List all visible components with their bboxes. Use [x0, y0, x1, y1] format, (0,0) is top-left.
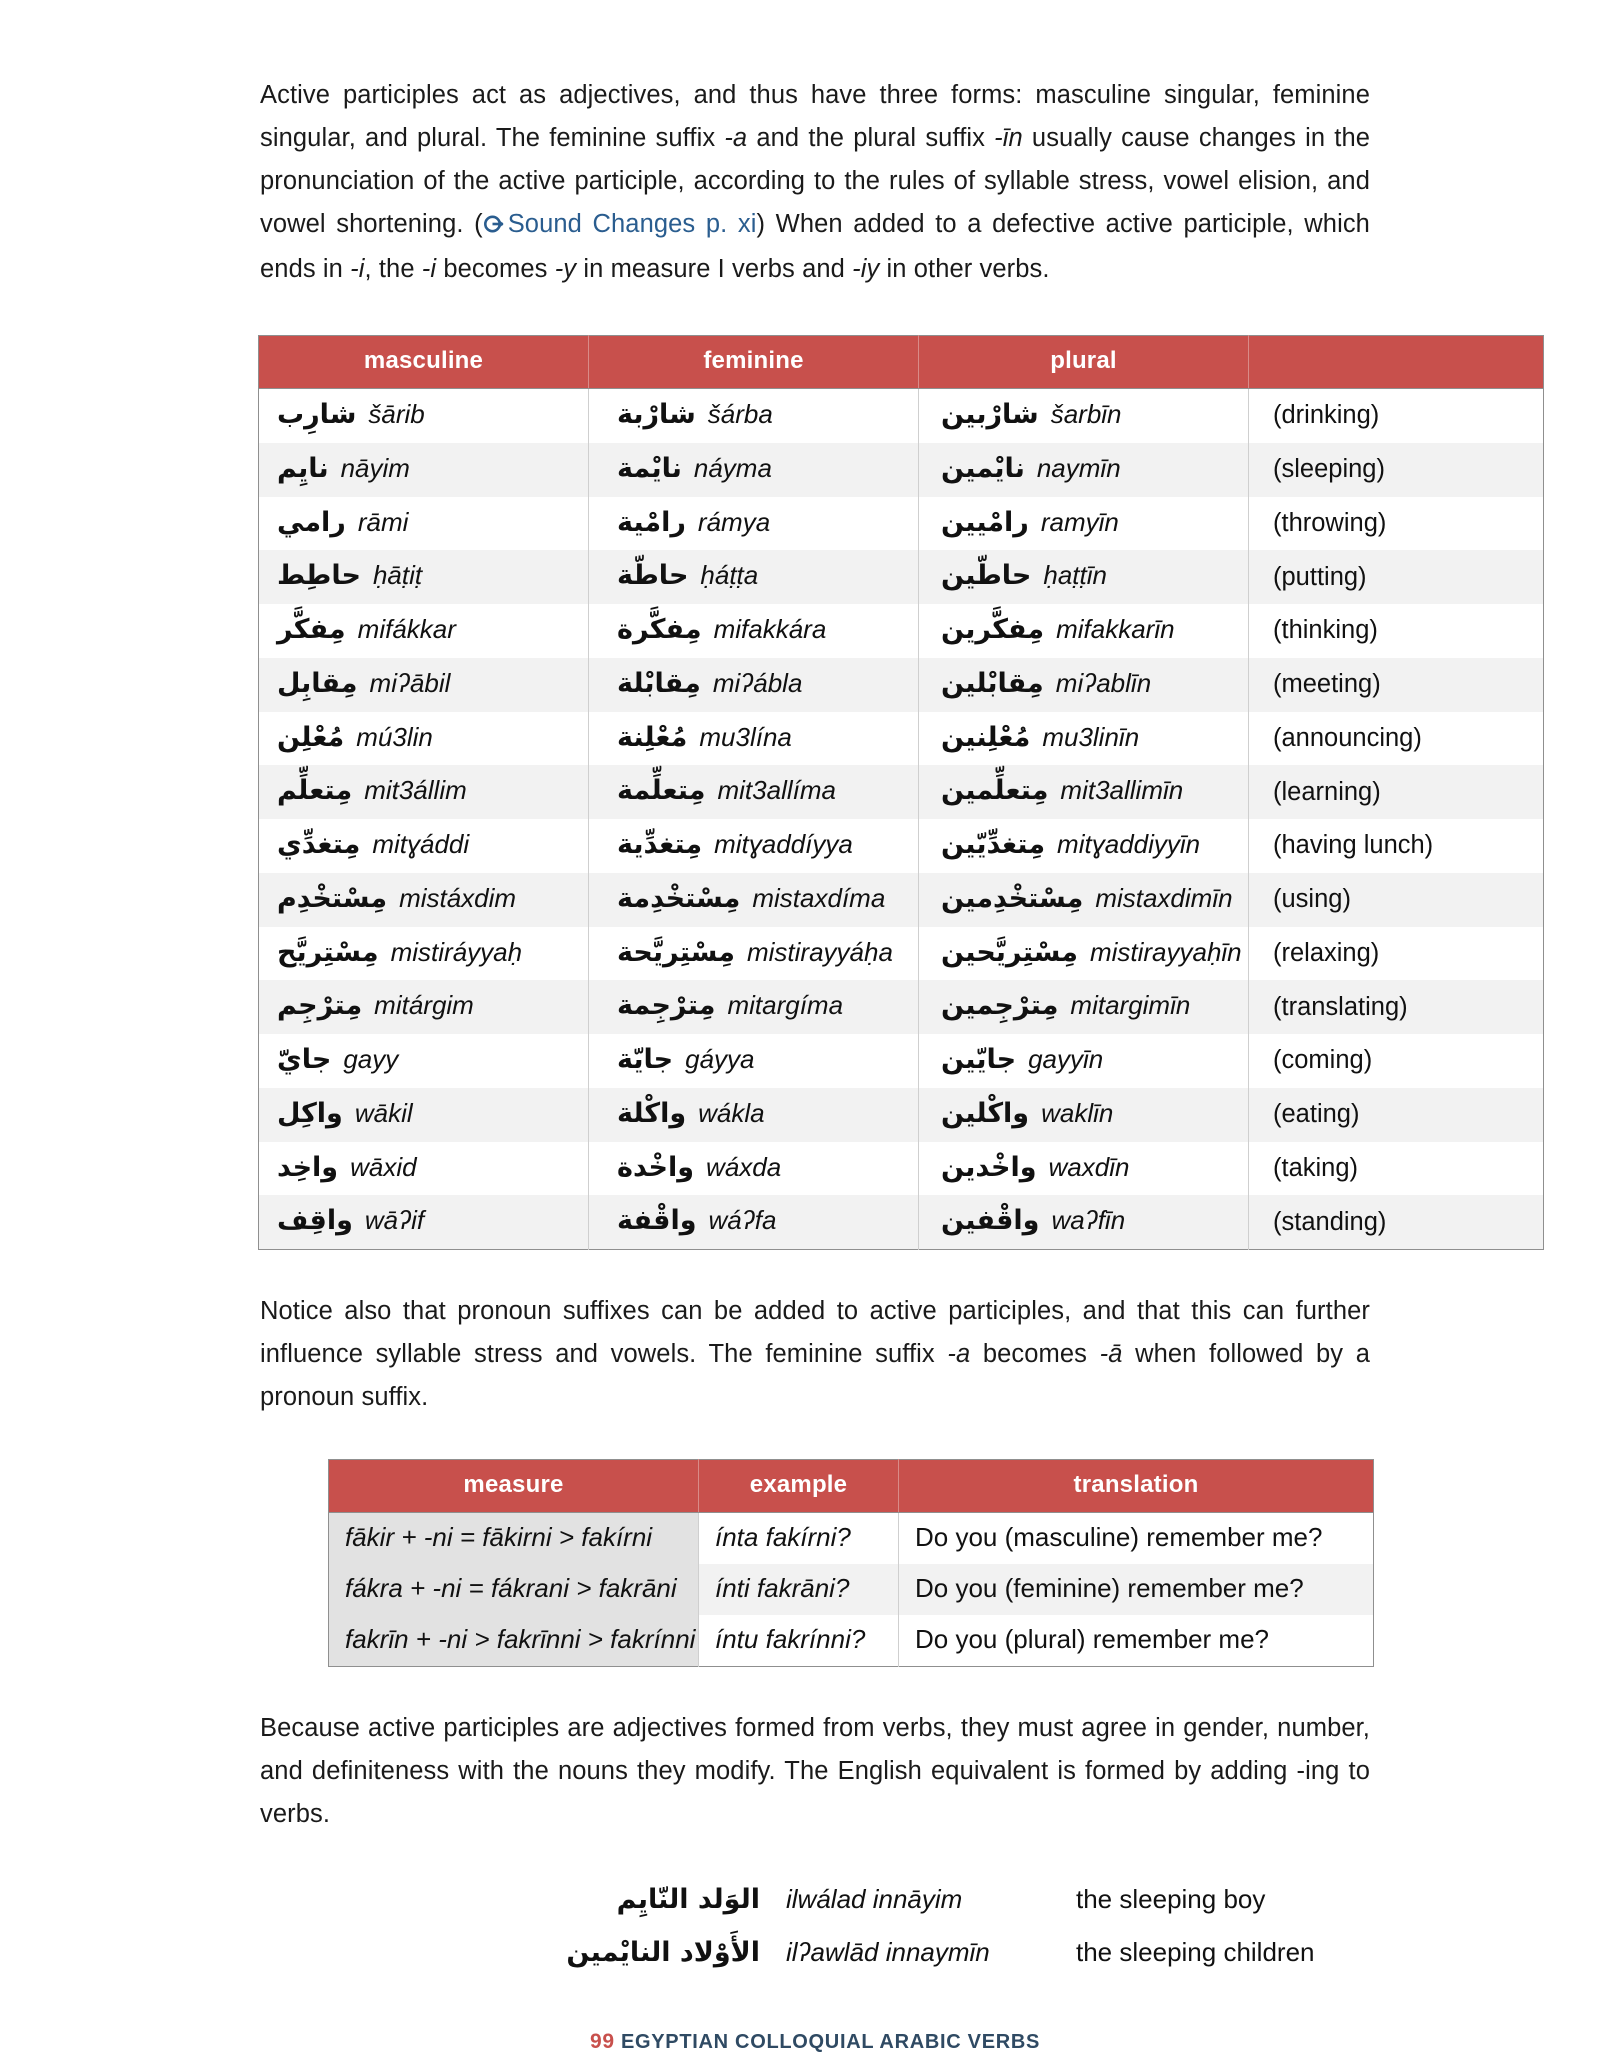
masculine-transliteration: nāyim: [340, 452, 410, 483]
gloss-text: (meeting): [1273, 670, 1381, 699]
table-cell: [589, 604, 919, 658]
table-cell: [589, 658, 919, 712]
feminine-arabic: مِسْتخْدِمة: [617, 882, 741, 914]
feminine-arabic: جايّة: [617, 1044, 674, 1075]
masculine-arabic: رامي: [277, 506, 346, 538]
masculine-arabic: مِتعلِّم: [277, 775, 353, 807]
middle-suffix-aa: -ā: [1099, 1340, 1123, 1368]
feminine-arabic: مِقابْلة: [617, 667, 701, 699]
column-header-translation: translation: [899, 1460, 1374, 1513]
intro-text-2: and the plural suffix: [747, 124, 995, 152]
gloss-text: (announcing): [1273, 723, 1422, 752]
intro-plural-suffix: -īn: [994, 124, 1023, 152]
masculine-arabic: حاطِط: [277, 560, 361, 592]
table-cell: [589, 550, 919, 604]
masculine-transliteration: mitárgim: [374, 990, 474, 1021]
suffix-table-header-row: [329, 1460, 1374, 1513]
column-header-feminine: feminine: [589, 336, 919, 389]
gloss-cell: [1249, 873, 1544, 927]
masculine-transliteration: wāxid: [350, 1151, 417, 1182]
participle-table: [258, 335, 1544, 1250]
table-row: [259, 658, 1544, 712]
plural-transliteration: mistirayyaḥīn: [1089, 936, 1242, 967]
gloss-cell: [1249, 1195, 1544, 1249]
gloss-cell: [1249, 980, 1544, 1034]
footer-book-title-text: EGYPTIAN COLLOQUIAL ARABIC VERBS: [620, 2031, 1041, 2053]
plural-arabic: مِترْجِمين: [941, 990, 1059, 1022]
table-cell: [259, 712, 589, 766]
participle-table-header-row: [259, 336, 1544, 389]
participle-table-wrapper: [260, 335, 1434, 1250]
column-header-masculine: masculine: [259, 336, 589, 389]
feminine-transliteration: miʔábla: [712, 667, 803, 698]
example-english: the sleeping children: [1076, 1937, 1315, 1967]
gloss-text: (using): [1273, 885, 1351, 914]
feminine-transliteration: mifakkára: [713, 614, 827, 644]
closing-paragraph: Because active participles are adjectives formed from verbs, they must agree in gender, number, and definiteness with the nouns they modify. The English equivalent is formed by adding -ing to verbs.: [260, 1714, 1370, 1828]
table-cell: [589, 443, 919, 497]
feminine-arabic: واقْفة: [617, 1205, 697, 1237]
masculine-arabic: مُعْلِن: [277, 721, 345, 753]
plural-transliteration: mit3allimīn: [1060, 775, 1184, 806]
plural-transliteration: gayyīn: [1028, 1044, 1104, 1074]
gloss-cell: [1249, 1088, 1544, 1142]
feminine-transliteration: ḥáṭṭa: [700, 560, 759, 591]
middle-suffix-a: -a: [947, 1340, 971, 1368]
feminine-arabic: مُعْلِنة: [617, 721, 688, 753]
example-row: [560, 1937, 1370, 1968]
suffix-table-wrapper: [260, 1459, 1370, 1667]
table-cell: [589, 980, 919, 1034]
intro-becomes-i: -i: [421, 255, 437, 283]
masculine-transliteration: mú3lin: [356, 721, 433, 752]
intro-text-8: in other verbs.: [879, 255, 1050, 283]
plural-arabic: مِتغدِّيّين: [941, 829, 1046, 860]
plural-transliteration: mistaxdimīn: [1095, 882, 1233, 913]
plural-transliteration: mitargimīn: [1070, 990, 1191, 1021]
masculine-transliteration: mistiráyyaḥ: [390, 936, 523, 967]
intro-becomes-y: -y: [554, 255, 577, 283]
table-cell: [259, 1142, 589, 1196]
table-row: [329, 1564, 1374, 1615]
gloss-text: (taking): [1273, 1153, 1359, 1182]
middle-text-3: when followed by a pronoun suffix.: [260, 1340, 1370, 1411]
table-row: [259, 389, 1544, 443]
measure-cell: fakrīn + -ni > fakrīnni > fakrínni: [329, 1615, 699, 1667]
table-row: [259, 550, 1544, 604]
feminine-arabic: حاطّة: [617, 560, 689, 592]
intro-defective-i: -i: [350, 255, 365, 283]
intro-text-6: becomes: [436, 255, 555, 283]
table-cell: [259, 1088, 589, 1142]
masculine-transliteration: wāʔif: [364, 1205, 425, 1236]
feminine-transliteration: mistaxdíma: [752, 882, 886, 913]
plural-arabic: نايْمين: [941, 452, 1025, 484]
table-cell: [589, 712, 919, 766]
table-cell: [919, 443, 1249, 497]
masculine-arabic: مِتغدِّي: [277, 829, 361, 860]
arrow-loop-icon: [483, 205, 505, 248]
table-row: [259, 1195, 1544, 1249]
masculine-arabic: واكِل: [277, 1097, 343, 1129]
table-row: [259, 873, 1544, 927]
feminine-arabic: نايْمة: [617, 452, 682, 484]
plural-transliteration: waklīn: [1041, 1097, 1114, 1128]
table-row: [259, 1034, 1544, 1088]
table-cell: [259, 550, 589, 604]
feminine-transliteration: náyma: [693, 452, 772, 483]
masculine-arabic: واخِد: [277, 1151, 339, 1183]
gloss-text: (learning): [1273, 777, 1381, 806]
gloss-cell: [1249, 604, 1544, 658]
sound-changes-crossref-link[interactable]: [483, 210, 757, 238]
table-row: [259, 927, 1544, 981]
gloss-cell: [1249, 927, 1544, 981]
gloss-text: (drinking): [1273, 401, 1380, 430]
translation-cell: Do you (plural) remember me?: [899, 1615, 1374, 1667]
feminine-transliteration: mitargíma: [727, 990, 844, 1021]
table-cell: [259, 873, 589, 927]
plural-arabic: واقْفين: [941, 1205, 1040, 1237]
plural-transliteration: mu3linīn: [1042, 721, 1140, 752]
masculine-transliteration: ḥāṭiṭ: [372, 560, 423, 591]
plural-arabic: مِسْتِريَّحين: [941, 936, 1078, 968]
intro-feminine-suffix: -a: [724, 124, 748, 152]
table-cell: [259, 497, 589, 551]
masculine-transliteration: mit3állim: [364, 775, 467, 806]
feminine-transliteration: mistirayyáḥa: [746, 936, 893, 967]
masculine-arabic: مِسْتِريَّح: [277, 936, 379, 968]
gloss-text: (having lunch): [1273, 831, 1434, 860]
plural-transliteration: waʔfīn: [1051, 1205, 1126, 1236]
feminine-transliteration: mitɣaddíyya: [714, 829, 853, 859]
feminine-arabic: مِفكَّرة: [617, 614, 702, 645]
table-cell: [259, 765, 589, 819]
table-row: [329, 1615, 1374, 1667]
feminine-arabic: واخْدة: [617, 1151, 695, 1183]
translation-cell: Do you (feminine) remember me?: [899, 1564, 1374, 1615]
middle-text-1: Notice also that pronoun suffixes can be added to active participles, and that this can further influence syllable stress and vowels. The feminine suffix: [260, 1297, 1370, 1368]
feminine-transliteration: šárba: [707, 399, 773, 429]
intro-paragraph: [260, 74, 1370, 291]
page-content: [105, 74, 1495, 2054]
plural-arabic: حاطّين: [941, 560, 1032, 592]
plural-transliteration: šarbīn: [1050, 399, 1122, 429]
table-cell: [259, 604, 589, 658]
example-arabic: الوَلد النّايِم: [616, 1884, 760, 1915]
feminine-arabic: شارْبة: [617, 399, 696, 430]
table-cell: [259, 927, 589, 981]
gloss-text: (translating): [1273, 992, 1408, 1021]
table-cell: [919, 497, 1249, 551]
example-cell: ínta fakírni?: [699, 1513, 899, 1565]
suffix-table-body: [329, 1513, 1374, 1667]
feminine-arabic: مِتغدِّية: [617, 829, 703, 860]
gloss-text: (throwing): [1273, 508, 1387, 537]
intro-text-1: Active participles act as adjectives, and thus have three forms: masculine singular, feminine singular, and plural. The feminine suffix: [260, 81, 1370, 152]
masculine-transliteration: mistáxdim: [399, 882, 517, 913]
table-cell: [259, 443, 589, 497]
feminine-transliteration: wáxda: [706, 1151, 782, 1182]
feminine-transliteration: rámya: [697, 506, 771, 537]
gloss-cell: [1249, 712, 1544, 766]
plural-arabic: مِقابْلين: [941, 667, 1044, 699]
plural-transliteration: ḥaṭṭīn: [1043, 560, 1107, 591]
gloss-text: (thinking): [1273, 616, 1378, 645]
feminine-transliteration: mit3allíma: [717, 775, 836, 806]
intro-text-7: in measure I verbs and: [576, 255, 853, 283]
table-cell: [919, 980, 1249, 1034]
feminine-transliteration: gáyya: [685, 1044, 755, 1074]
column-header-measure: measure: [329, 1460, 699, 1513]
masculine-arabic: مِسْتخْدِم: [277, 882, 388, 914]
table-cell: [919, 550, 1249, 604]
example-cell: ínti fakrāni?: [699, 1564, 899, 1615]
table-cell: [589, 1088, 919, 1142]
gloss-text: (sleeping): [1273, 455, 1385, 484]
table-row: [259, 497, 1544, 551]
plural-transliteration: mitɣaddiyyīn: [1057, 829, 1201, 859]
example-transliteration: ilʔawlād innaymīn: [786, 1937, 990, 1967]
masculine-arabic: مِفكَّر: [277, 614, 346, 645]
table-cell: [919, 1034, 1249, 1088]
masculine-arabic: مِقابِل: [277, 667, 358, 699]
table-cell: [259, 980, 589, 1034]
gloss-text: (putting): [1273, 562, 1367, 591]
table-cell: [919, 658, 1249, 712]
intro-text-3: usually cause changes in the pronunciation of the active participle, according to the rules of syllable stress, vowel elision, and vowel shortening. (: [260, 124, 1371, 238]
table-cell: [919, 765, 1249, 819]
table-cell: [919, 1142, 1249, 1196]
table-cell: [259, 658, 589, 712]
middle-text-2: becomes: [970, 1340, 1100, 1368]
gloss-text: (coming): [1273, 1046, 1373, 1075]
masculine-transliteration: rāmi: [357, 506, 409, 537]
table-cell: [259, 389, 589, 443]
plural-arabic: شارْبين: [941, 399, 1039, 430]
table-cell: [589, 497, 919, 551]
table-cell: [919, 1195, 1249, 1249]
gloss-text: (standing): [1273, 1207, 1387, 1236]
feminine-arabic: رامْية: [617, 506, 686, 538]
plural-arabic: رامْيين: [941, 506, 1029, 538]
feminine-transliteration: mu3lína: [699, 721, 792, 752]
table-cell: [259, 819, 589, 873]
plural-transliteration: mifakkarīn: [1056, 614, 1175, 644]
masculine-transliteration: mitɣáddi: [372, 829, 470, 859]
example-transliteration: ilwálad innāyim: [786, 1884, 963, 1914]
table-cell: [259, 1195, 589, 1249]
table-row: [259, 604, 1544, 658]
table-cell: [919, 1088, 1249, 1142]
intro-becomes-iy: -iy: [852, 255, 880, 283]
masculine-transliteration: šārib: [368, 399, 425, 429]
gloss-cell: [1249, 497, 1544, 551]
plural-transliteration: ramyīn: [1040, 506, 1119, 537]
table-cell: [919, 927, 1249, 981]
gloss-cell: [1249, 819, 1544, 873]
table-cell: [589, 389, 919, 443]
feminine-arabic: واكْلة: [617, 1097, 687, 1129]
table-cell: [919, 873, 1249, 927]
masculine-transliteration: wākil: [354, 1097, 413, 1128]
plural-arabic: مُعْلِنين: [941, 721, 1031, 753]
gloss-cell: [1249, 443, 1544, 497]
table-cell: [919, 819, 1249, 873]
feminine-arabic: مِسْتِريَّحة: [617, 936, 735, 968]
plural-arabic: واخْدين: [941, 1151, 1037, 1183]
table-row: [259, 1088, 1544, 1142]
column-header-example: example: [699, 1460, 899, 1513]
masculine-arabic: نايِم: [277, 452, 329, 484]
table-cell: [589, 765, 919, 819]
table-row: [259, 1142, 1544, 1196]
table-cell: [589, 1195, 919, 1249]
masculine-arabic: جايّ: [277, 1044, 332, 1075]
column-header-plural: plural: [919, 336, 1249, 389]
gloss-cell: [1249, 1142, 1544, 1196]
example-arabic: الأَوْلاد النايْمين: [566, 1937, 760, 1968]
feminine-transliteration: wákla: [698, 1097, 765, 1128]
gloss-cell: [1249, 389, 1544, 443]
plural-arabic: مِتعلِّمين: [941, 775, 1049, 807]
gloss-cell: [1249, 765, 1544, 819]
table-cell: [919, 389, 1249, 443]
measure-cell: fākir + -ni = fākirni > fakírni: [329, 1513, 699, 1565]
masculine-arabic: واقِف: [277, 1205, 353, 1237]
middle-paragraph: [260, 1290, 1370, 1419]
table-cell: [589, 873, 919, 927]
sound-changes-crossref-label: Sound Changes p. xi: [507, 210, 757, 238]
participle-table-body: [259, 389, 1544, 1250]
masculine-arabic: مِترْجِم: [277, 990, 363, 1022]
gloss-text: (relaxing): [1273, 938, 1380, 967]
table-row: [259, 443, 1544, 497]
table-cell: [589, 927, 919, 981]
table-row: [259, 819, 1544, 873]
example-row: [560, 1884, 1370, 1915]
feminine-arabic: مِتعلِّمة: [617, 775, 706, 807]
footer-page-number: 99: [589, 2030, 615, 2053]
plural-arabic: واكْلين: [941, 1097, 1030, 1129]
masculine-transliteration: miʔābil: [369, 667, 451, 698]
example-english: the sleeping boy: [1076, 1884, 1266, 1914]
table-cell: [259, 1034, 589, 1088]
translation-cell: Do you (masculine) remember me?: [899, 1513, 1374, 1565]
plural-transliteration: waxdīn: [1048, 1151, 1130, 1182]
plural-arabic: مِسْتخْدِمين: [941, 882, 1084, 914]
table-row: [259, 765, 1544, 819]
measure-cell: fákra + -ni = fákrani > fakrāni: [329, 1564, 699, 1615]
intro-text-5: , the: [364, 255, 422, 283]
table-row: [259, 980, 1544, 1034]
table-cell: [589, 1142, 919, 1196]
masculine-transliteration: gayy: [343, 1044, 399, 1074]
intro-text-4: ) When added to a defective active participle, which ends in: [260, 210, 1370, 283]
plural-transliteration: miʔablīn: [1055, 667, 1152, 698]
suffix-table: [328, 1459, 1374, 1667]
gloss-cell: [1249, 550, 1544, 604]
examples-block: [260, 1884, 1370, 1968]
masculine-transliteration: mifákkar: [357, 614, 456, 644]
table-cell: [919, 604, 1249, 658]
column-header-gloss: [1249, 336, 1544, 389]
gloss-cell: [1249, 1034, 1544, 1088]
table-cell: [589, 819, 919, 873]
table-cell: [919, 712, 1249, 766]
gloss-cell: [1249, 658, 1544, 712]
example-cell: íntu fakrínni?: [699, 1615, 899, 1667]
table-cell: [589, 1034, 919, 1088]
feminine-transliteration: wáʔfa: [708, 1205, 777, 1236]
table-row: [329, 1513, 1374, 1565]
table-row: [259, 712, 1544, 766]
gloss-text: (eating): [1273, 1100, 1360, 1129]
masculine-arabic: شارِب: [277, 399, 357, 430]
plural-arabic: مِفكَّرين: [941, 614, 1045, 645]
feminine-arabic: مِترْجِمة: [617, 990, 716, 1022]
plural-transliteration: naymīn: [1036, 452, 1121, 483]
plural-arabic: جايّين: [941, 1044, 1017, 1075]
page-footer: [260, 2030, 1370, 2054]
